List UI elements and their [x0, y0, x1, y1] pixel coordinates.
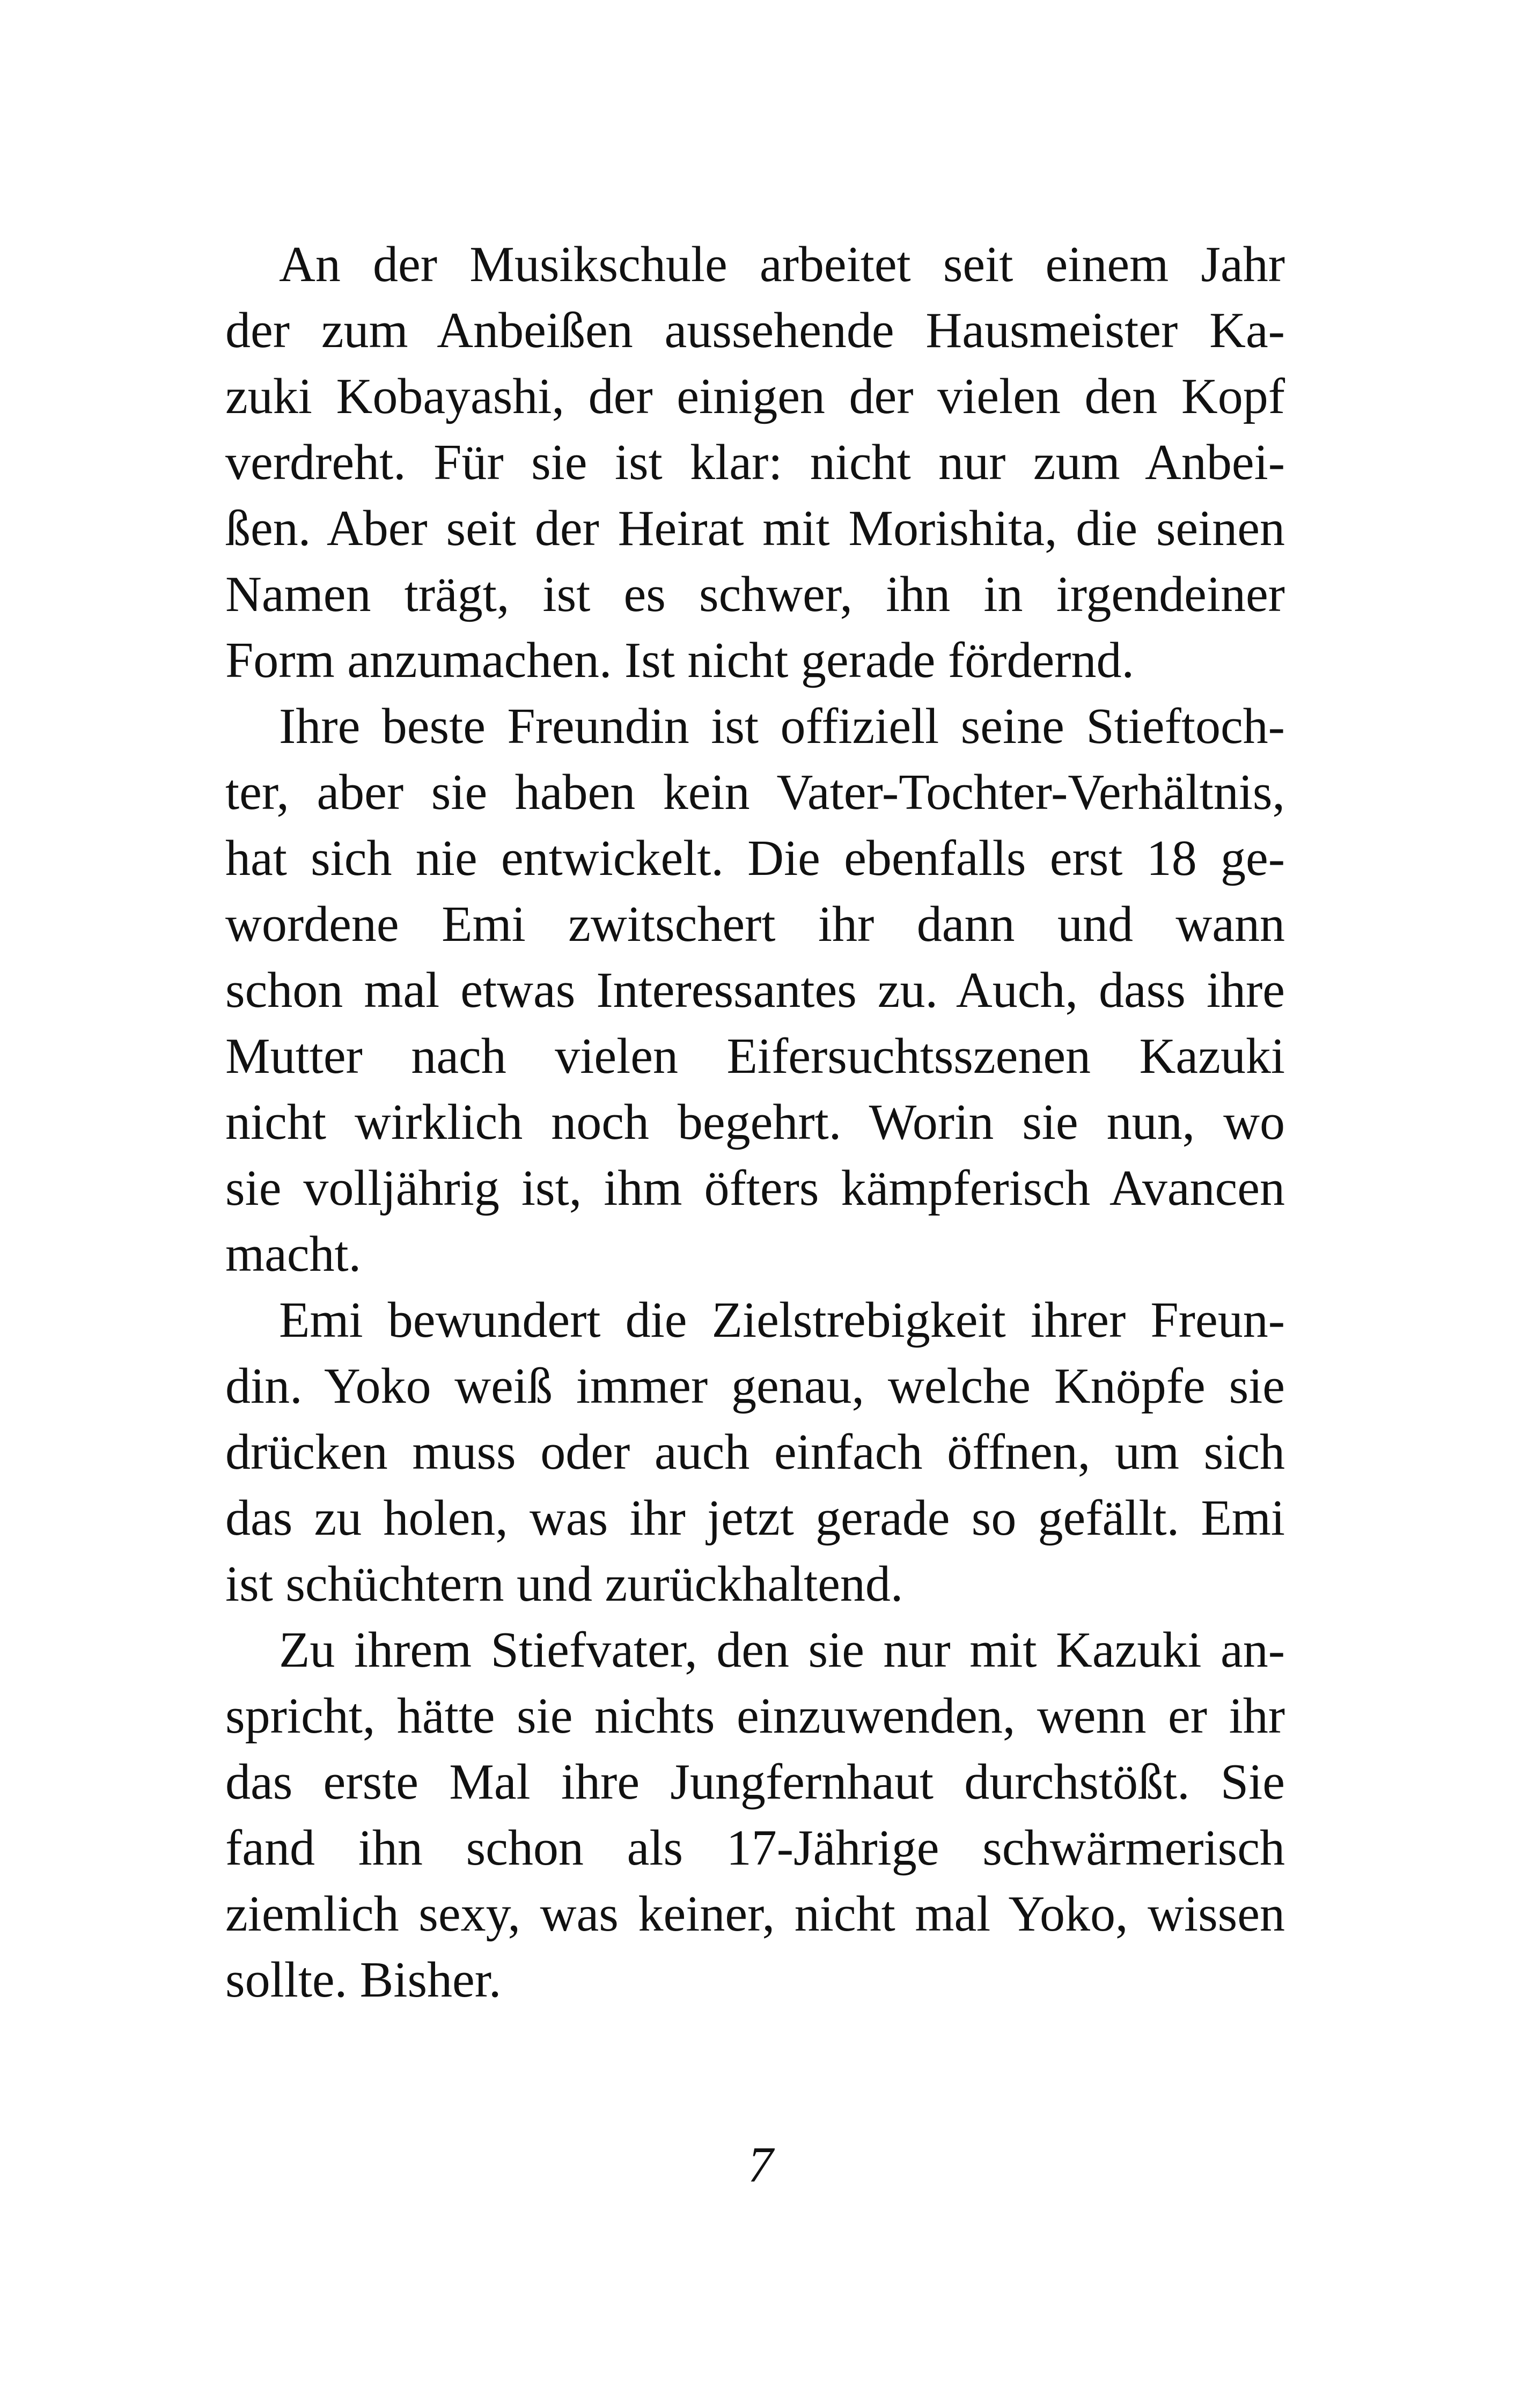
text-line: ziemlich sexy, was keiner, nicht mal Yoko, wissen — [225, 1886, 1285, 1942]
text-line: verdreht. Für sie ist klar: nicht nur zum Anbei- — [225, 435, 1285, 490]
page-number: 7 — [748, 2137, 773, 2193]
text-line: Form anzumachen. Ist nicht gerade fördernd. — [225, 632, 1134, 688]
text-line: Emi bewundert die Zielstrebigkeit ihrer Freun- — [279, 1292, 1285, 1348]
text-line: ßen. Aber seit der Heirat mit Morishita, die seinen — [225, 500, 1285, 556]
text-line: hat sich nie entwickelt. Die ebenfalls erst 18 ge- — [225, 830, 1285, 886]
text-line: macht. — [225, 1226, 362, 1282]
text-line: An der Musikschule arbeitet seit einem Jahr — [279, 237, 1285, 292]
text-line: der zum Anbeißen aussehende Hausmeister Ka- — [225, 303, 1285, 358]
text-line: fand ihn schon als 17-Jährige schwärmerisch — [225, 1820, 1285, 1876]
text-line: das erste Mal ihre Jungfernhaut durchstößt. Sie — [225, 1754, 1285, 1810]
text-line: Mutter nach vielen Eifersuchtsszenen Kazuki — [225, 1028, 1285, 1084]
text-line: din. Yoko weiß immer genau, welche Knöpfe sie — [225, 1358, 1285, 1414]
text-line: Ihre beste Freundin ist offiziell seine Stieftoch- — [279, 698, 1285, 754]
text-line: sie volljährig ist, ihm öfters kämpferisch Avancen — [225, 1160, 1285, 1216]
text-line: Namen trägt, ist es schwer, ihn in irgendeiner — [225, 566, 1285, 622]
text-line: spricht, hätte sie nichts einzuwenden, wenn er ihr — [225, 1688, 1285, 1744]
text-line: schon mal etwas Interessantes zu. Auch, dass ihre — [225, 962, 1285, 1018]
body-text — [225, 232, 1285, 2013]
text-line: nicht wirklich noch begehrt. Worin sie nun, wo — [225, 1094, 1285, 1150]
text-line: ter, aber sie haben kein Vater-Tochter-Verhältnis, — [225, 764, 1285, 820]
text-line: sollte. Bisher. — [225, 1952, 502, 2008]
text-line: wordene Emi zwitschert ihr dann und wann — [225, 896, 1285, 952]
text-line: ist schüchtern und zurückhaltend. — [225, 1556, 903, 1612]
text-line: zuki Kobayashi, der einigen der vielen den Kopf — [225, 369, 1285, 424]
text-line: das zu holen, was ihr jetzt gerade so gefällt. Emi — [225, 1490, 1285, 1546]
text-line: Zu ihrem Stiefvater, den sie nur mit Kazuki an- — [279, 1622, 1285, 1678]
text-line: drücken muss oder auch einfach öffnen, um sich — [225, 1424, 1285, 1480]
